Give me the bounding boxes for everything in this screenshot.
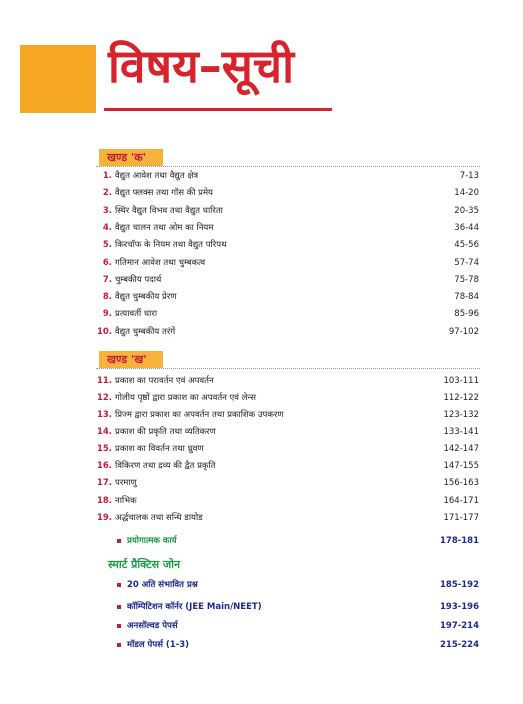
bullet-icon — [117, 643, 121, 647]
toc-row[interactable] — [0, 220, 523, 236]
chapter-number: 12. — [96, 393, 112, 403]
toc-row[interactable] — [0, 493, 523, 509]
chapter-number: 15. — [96, 444, 112, 454]
chapter-number: 6. — [102, 258, 112, 268]
page-range: 36-44 — [454, 223, 479, 233]
toc-row[interactable] — [0, 306, 523, 322]
chapter-number: 4. — [102, 223, 112, 233]
toc-row[interactable] — [0, 510, 523, 526]
chapter-title: वैद्युत चालन तथा ओम का नियम — [115, 223, 214, 233]
toc-row[interactable] — [0, 272, 523, 288]
section-label-ka: खण्ड 'क' — [99, 149, 163, 166]
page-range: 197-214 — [439, 621, 479, 631]
smart-zone-row[interactable] — [0, 577, 523, 593]
title-accent-block — [20, 45, 96, 113]
toc-row[interactable] — [0, 373, 523, 389]
toc-row[interactable] — [0, 324, 523, 340]
chapter-number: 13. — [96, 410, 112, 420]
bullet-icon — [117, 605, 121, 609]
chapter-title: प्रत्यावर्ती धारा — [115, 309, 158, 319]
toc-row[interactable] — [0, 203, 523, 219]
smart-zone-title: 20 अति संभावित प्रश्न — [127, 580, 198, 590]
chapter-number: 16. — [96, 461, 112, 471]
chapter-number: 14. — [96, 427, 112, 437]
practical-work-row[interactable] — [0, 533, 523, 549]
smart-zone-title: कॉम्पिटिशन कॉर्नर (JEE Main/NEET) — [127, 602, 262, 612]
chapter-title: अर्द्धचालक तथा सन्धि डायोड — [115, 513, 203, 523]
chapter-number: 2. — [102, 188, 112, 198]
section-label-kha: खण्ड 'ख' — [99, 351, 163, 368]
smart-zone-title: अनसॉल्वड पेपर्स — [127, 621, 178, 631]
smart-zone-row[interactable] — [0, 599, 523, 615]
chapter-number: 5. — [102, 240, 112, 250]
chapter-title: चुम्बकीय पदार्थ — [115, 275, 162, 285]
chapter-title: वैद्युत चुम्बकीय प्रेरण — [115, 292, 177, 302]
section-divider — [96, 368, 480, 369]
page-range: 147-155 — [443, 461, 479, 471]
chapter-number: 3. — [102, 206, 112, 216]
toc-row[interactable] — [0, 475, 523, 491]
bullet-icon — [117, 624, 121, 628]
toc-row[interactable] — [0, 168, 523, 184]
toc-row[interactable] — [0, 237, 523, 253]
page-range: 97-102 — [448, 327, 479, 337]
toc-row[interactable] — [0, 407, 523, 423]
chapter-title: प्रकाश का विवर्तन तथा ध्रुवण — [115, 444, 204, 454]
chapter-number: 8. — [102, 292, 112, 302]
chapter-number: 9. — [102, 309, 112, 319]
chapter-title: प्रकाश का परावर्तन एवं अपवर्तन — [115, 376, 214, 386]
page-range: 142-147 — [443, 444, 479, 454]
chapter-title: वैद्युत फ्लक्स तथा गॉस की प्रमेय — [115, 188, 213, 198]
smart-zone-title: मॉडल पेपर्स (1-3) — [127, 640, 190, 650]
toc-row[interactable] — [0, 390, 523, 406]
chapter-title: स्थिर वैद्युत विभव तथा वैद्युत धारिता — [115, 206, 223, 216]
page-range: 133-141 — [443, 427, 479, 437]
chapter-title: गतिमान आवेश तथा चुम्बकत्व — [115, 258, 206, 268]
bullet-icon — [117, 583, 121, 587]
page-range: 45-56 — [454, 240, 479, 250]
chapter-title: वैद्युत चुम्बकीय तरंगें — [115, 327, 176, 337]
page-range: 103-111 — [443, 376, 479, 386]
chapter-number: 17. — [96, 478, 112, 488]
toc-row[interactable] — [0, 458, 523, 474]
toc-row[interactable] — [0, 441, 523, 457]
chapter-title: परमाणु — [115, 478, 137, 488]
chapter-number: 7. — [102, 275, 112, 285]
chapter-title: गोलीय पृष्ठों द्वारा प्रकाश का अपवर्तन एवं लेन्स — [115, 393, 256, 403]
page-range: 171-177 — [443, 513, 479, 523]
practical-work-title: प्रयोगात्मक कार्य — [127, 536, 177, 546]
page-range: 85-96 — [454, 309, 479, 319]
toc-row[interactable] — [0, 289, 523, 305]
smart-zone-row[interactable] — [0, 618, 523, 634]
section-divider — [96, 166, 480, 167]
chapter-title: प्रिज्म द्वारा प्रकाश का अपवर्तन तथा प्रकाशिक उपकरण — [115, 410, 284, 420]
page-range: 193-196 — [439, 602, 479, 612]
chapter-number: 1. — [102, 171, 112, 181]
toc-row[interactable] — [0, 185, 523, 201]
page-range: 185-192 — [439, 580, 479, 590]
title-underline — [104, 108, 332, 111]
page-range: 57-74 — [454, 258, 479, 268]
page-range: 78-84 — [454, 292, 479, 302]
chapter-title: नाभिक — [115, 496, 137, 506]
page-range: 178-181 — [439, 536, 479, 546]
page-range: 75-78 — [454, 275, 479, 285]
chapter-title: वैद्युत आवेश तथा वैद्युत क्षेत्र — [115, 171, 199, 181]
toc-row[interactable] — [0, 255, 523, 271]
bullet-icon — [117, 539, 121, 543]
page-range: 123-132 — [443, 410, 479, 420]
toc-row[interactable] — [0, 424, 523, 440]
chapter-title: विकिरण तथा द्रव्य की द्वैत प्रकृति — [115, 461, 216, 471]
chapter-number: 10. — [96, 327, 112, 337]
page-range: 156-163 — [443, 478, 479, 488]
chapter-number: 11. — [96, 376, 112, 386]
page-range: 20-35 — [454, 206, 479, 216]
page-range: 14-20 — [454, 188, 479, 198]
chapter-number: 19. — [96, 513, 112, 523]
page-range: 112-122 — [443, 393, 479, 403]
page-title: विषय–सूची — [108, 39, 294, 93]
page-range: 215-224 — [439, 640, 479, 650]
chapter-number: 18. — [96, 496, 112, 506]
smart-zone-row[interactable] — [0, 637, 523, 653]
chapter-title: किरचॉफ के नियम तथा वैद्युत परिपथ — [115, 240, 227, 250]
smart-practice-zone-heading: स्मार्ट प्रैक्टिस जोन — [108, 558, 181, 571]
page-range: 7-13 — [459, 171, 479, 181]
chapter-title: प्रकाश की प्रकृति तथा व्यतिकरण — [115, 427, 216, 437]
page-range: 164-171 — [443, 496, 479, 506]
